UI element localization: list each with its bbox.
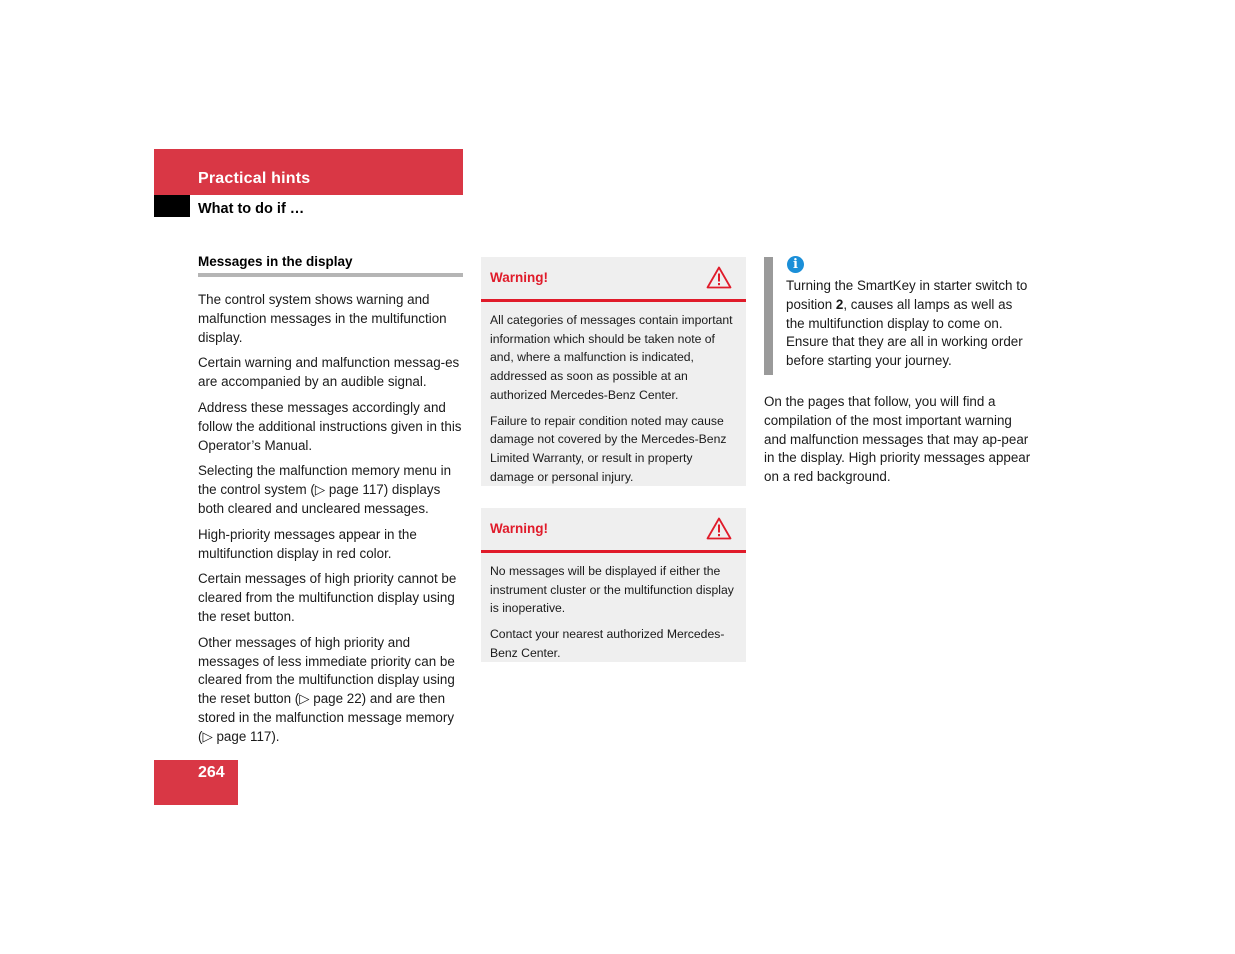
warning-body xyxy=(481,302,746,486)
main-column xyxy=(198,254,463,754)
body-paragraph: Certain warning and malfunction messag-es are accompanied by an audible signal. xyxy=(198,355,460,390)
warning-label: Warning! xyxy=(490,521,548,536)
subsection-marker xyxy=(154,195,190,217)
body-paragraph: On the pages that follow, you will find a compilation of the most important warning and malfunction messages that may ap-pear in the display. High priority messages appear on a red background. xyxy=(764,394,1031,485)
body-paragraph: Selecting the malfunction memory menu in the control system (▷ page 117) displays both cleared and uncleared messages. xyxy=(198,463,452,516)
warning-header xyxy=(481,508,746,553)
warning-triangle-icon xyxy=(706,517,732,540)
warning-text: Failure to repair condition noted may cause damage not covered by the Mercedes-Benz Limited Warranty, or result in property damage or personal injury. xyxy=(490,413,727,484)
body-paragraph: The control system shows warning and malfunction messages in the multifunction display. xyxy=(198,292,447,345)
note-side-bar xyxy=(764,257,773,375)
body-paragraph: Address these messages accordingly and follow the additional instructions given in this Operator’s Manual. xyxy=(198,399,462,453)
note-position-value: 2 xyxy=(835,296,844,312)
content-heading: Messages in the display xyxy=(198,254,463,277)
warning-body xyxy=(481,553,746,663)
section-title: Practical hints xyxy=(198,170,311,187)
warning-text: Contact your nearest authorized Mercedes-Benz Center. xyxy=(490,627,725,660)
warning-box xyxy=(481,257,746,486)
warning-box xyxy=(481,508,746,662)
body-paragraph: Certain messages of high priority cannot be cleared from the multifunction display using the reset button. xyxy=(198,571,457,624)
body-paragraph: Other messages of high priority and messages of less immediate priority can be cleared from the multifunction display using the reset button (▷ page 22) and are then stored in the malfunction message memory (▷ page 117). xyxy=(198,634,455,744)
note-text-after: , causes all lamps as well as the multifunction display to come on. Ensure that they are all in working order before starting your journey. xyxy=(786,296,1023,369)
warning-text: No messages will be displayed if either the instrument cluster or the multifunction display is inoperative. xyxy=(490,564,734,616)
info-icon: i xyxy=(787,256,804,273)
subsection-title: What to do if … xyxy=(198,201,305,217)
warning-triangle-icon xyxy=(706,266,732,289)
page-number-box xyxy=(154,760,238,805)
warning-header xyxy=(481,257,746,302)
warning-text: All categories of messages contain important information which should be taken note of and, where a malfunction is indicated, addressed as soon as possible at an authorized Mercedes-Benz Center. xyxy=(490,313,733,402)
page-number: 264 xyxy=(198,764,225,781)
body-paragraph: High-priority messages appear in the multifunction display in red color. xyxy=(198,526,417,561)
note-text-before: Turning the SmartKey in starter switch to position xyxy=(786,278,1028,312)
note-text xyxy=(786,277,1032,371)
warning-label: Warning! xyxy=(490,270,548,285)
